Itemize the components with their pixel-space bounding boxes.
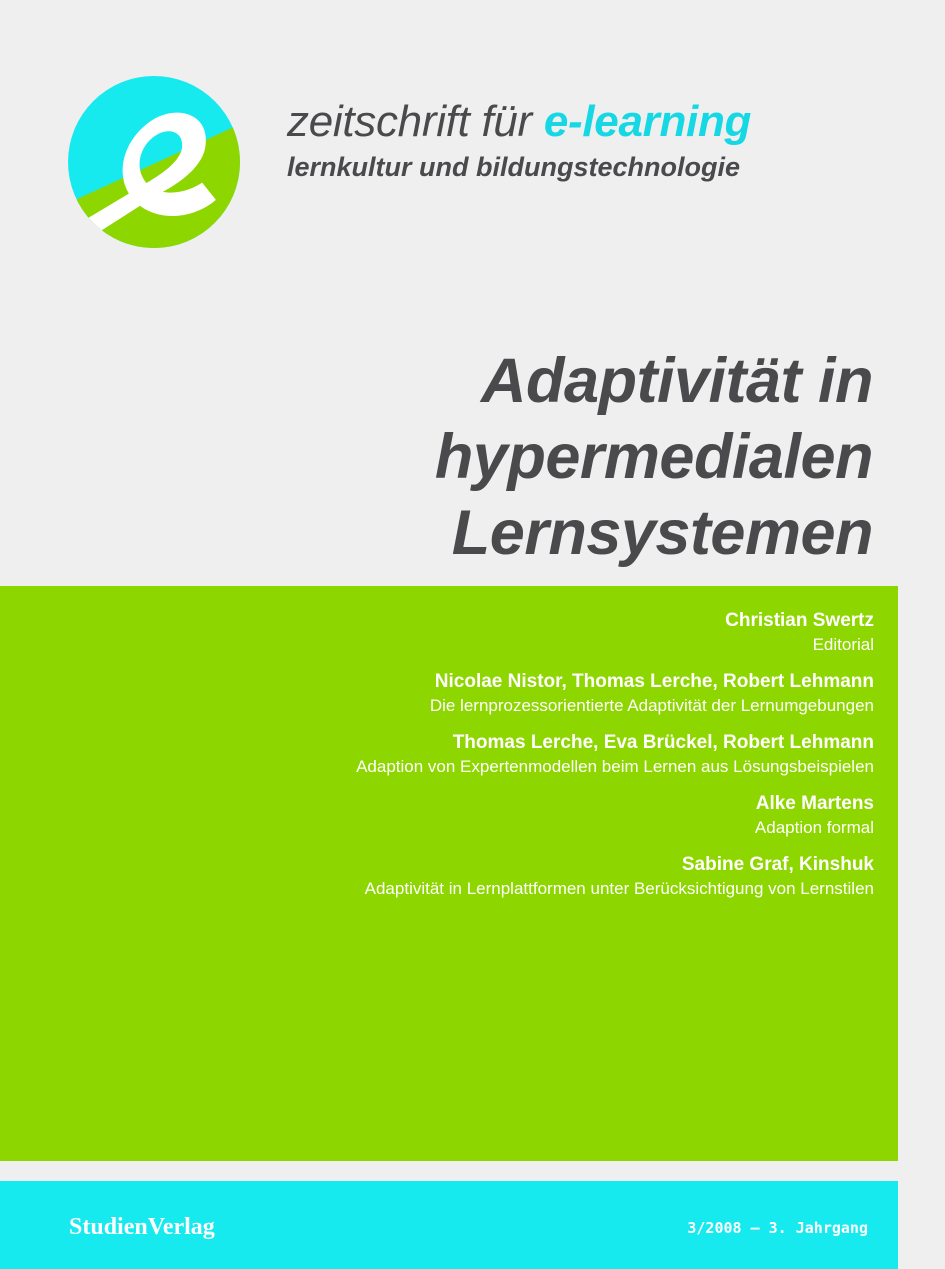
contents-panel (0, 586, 898, 1161)
journal-name (287, 96, 907, 148)
toc-authors: Sabine Graf, Kinshuk (681, 854, 874, 875)
toc-authors: Alke Martens (755, 793, 874, 814)
toc-article-title: Die lernprozessorientierte Adaptivität der Lernumgebungen (429, 696, 874, 715)
toc-article-title: Adaption von Expertenmodellen beim Lernen aus Lösungsbeispielen (356, 757, 874, 776)
cover-title-line: hypermedialen (434, 422, 873, 492)
footer-band (0, 1181, 898, 1269)
journal-tagline: lernkultur und bildungstechnologie (287, 152, 740, 182)
journal-name-prefix: zeitschrift für (287, 97, 544, 146)
toc-authors: Thomas Lerche, Eva Brückel, Robert Lehmann (452, 732, 874, 753)
toc-entry (356, 669, 874, 718)
toc-article-title: Adaptivität in Lernplattformen unter Berücksichtigung von Lernstilen (364, 879, 874, 898)
publisher-name: StudienVerlag (69, 1214, 215, 1240)
toc-article-title: Adaption formal (754, 818, 874, 837)
cover-title (435, 343, 873, 571)
toc-authors: Nicolae Nistor, Thomas Lerche, Robert Lehmann (434, 671, 874, 692)
cover-title-line: Adaptivität in (480, 346, 873, 416)
e-logo-icon (68, 76, 240, 248)
toc-entry (356, 730, 874, 779)
issue-info: 3/2008 — 3. Jahrgang (687, 1219, 868, 1237)
toc-article-title: Editorial (812, 635, 874, 654)
cover-title-line: Lernsystemen (451, 498, 873, 568)
table-of-contents (356, 608, 874, 913)
journal-name-accent: e-learning (543, 97, 752, 146)
toc-entry (356, 608, 874, 657)
toc-authors: Christian Swertz (725, 610, 874, 631)
toc-entry (356, 852, 874, 901)
masthead (287, 96, 907, 184)
toc-entry (356, 791, 874, 840)
